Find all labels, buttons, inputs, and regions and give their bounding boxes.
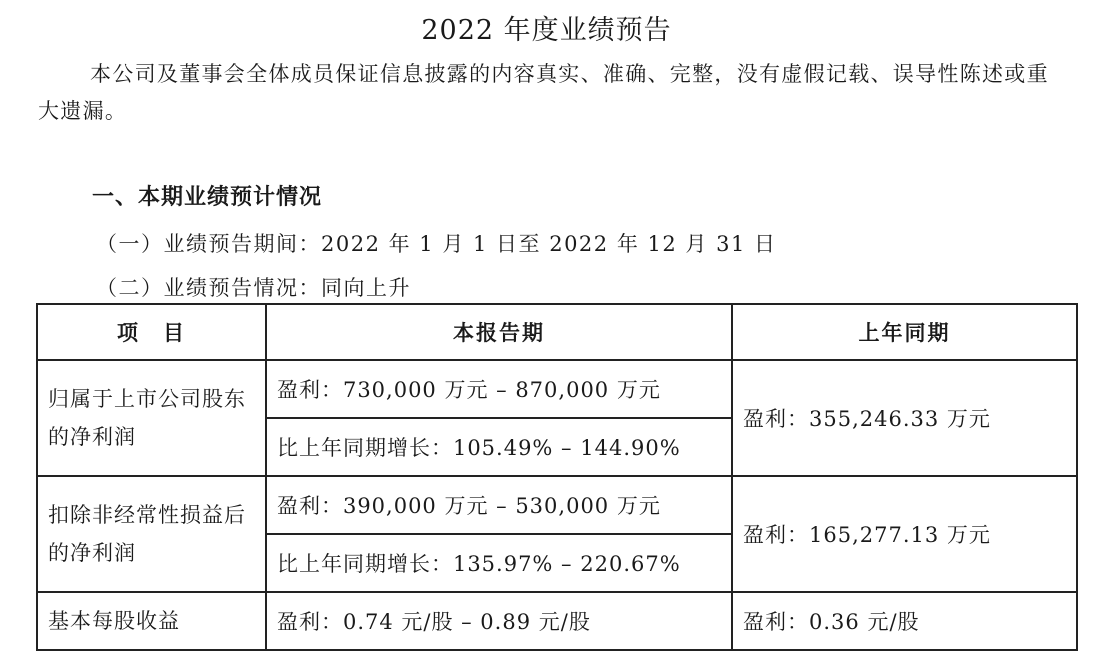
current-growth-range: 比上年同期增长：135.97% – 220.67% (266, 534, 732, 592)
prior-profit: 盈利：355,246.33 万元 (732, 360, 1077, 476)
header-prior-period: 上年同期 (732, 304, 1077, 360)
row-label-deducted-net-profit: 扣除非经常性损益后的净利润 (37, 476, 266, 592)
forecast-table (36, 303, 1078, 651)
table-row (37, 360, 1077, 418)
prior-profit: 盈利：165,277.13 万元 (732, 476, 1077, 592)
row-label-net-profit: 归属于上市公司股东的净利润 (37, 360, 266, 476)
document-title: 2022 年度业绩预告 (421, 15, 672, 46)
header-item: 项 目 (37, 304, 266, 360)
disclosure-statement: 本公司及董事会全体成员保证信息披露的内容真实、准确、完整，没有虚假记载、误导性陈述或重大遗漏。 (38, 62, 1049, 123)
header-current-period: 本报告期 (266, 304, 732, 360)
current-growth-range: 比上年同期增长：105.49% – 144.90% (266, 418, 732, 476)
row-label-eps: 基本每股收益 (37, 592, 266, 650)
forecast-trend-line: （二）业绩预告情况：同向上升 (96, 276, 411, 300)
forecast-period-line: （一）业绩预告期间：2022 年 1 月 1 日至 2022 年 12 月 31 日 (96, 232, 777, 256)
table-row (37, 592, 1077, 650)
table-row (37, 476, 1077, 534)
table-header-row (37, 304, 1077, 360)
section-heading: 一、本期业绩预计情况 (92, 184, 323, 210)
prior-eps: 盈利：0.36 元/股 (732, 592, 1077, 650)
current-profit-range: 盈利：390,000 万元 – 530,000 万元 (266, 476, 732, 534)
current-profit-range: 盈利：730,000 万元 – 870,000 万元 (266, 360, 732, 418)
current-eps-range: 盈利：0.74 元/股 – 0.89 元/股 (266, 592, 732, 650)
